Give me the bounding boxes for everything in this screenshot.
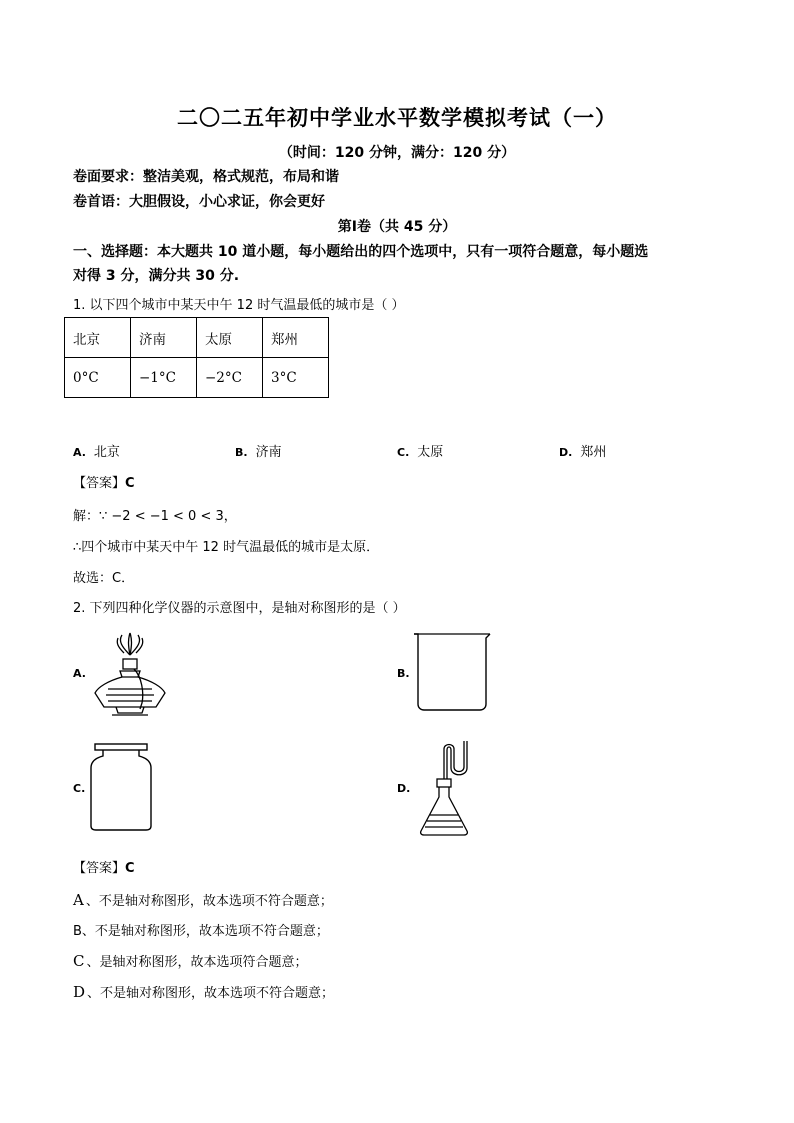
temperature-table [64, 317, 329, 398]
table-row [65, 318, 329, 358]
q1-option-b[interactable] [235, 441, 282, 460]
explanation-letter: C [73, 952, 85, 970]
q1-option-d[interactable] [559, 441, 606, 460]
option-text: 北京 [93, 445, 120, 460]
exam-title: 二〇二五年初中学业水平数学模拟考试（一） [177, 106, 617, 130]
answer-label: 【答案】 [73, 861, 126, 876]
q2-explanation-c [73, 951, 308, 970]
option-text: 济南 [255, 445, 282, 460]
q1-solution-line1: 解：∵ −2 < −1 < 0 < 3， [73, 509, 237, 524]
q1-option-c[interactable] [397, 441, 443, 460]
table-cell-city: 太原 [197, 318, 263, 358]
q2-label-a[interactable] [73, 666, 94, 681]
option-letter: A. [73, 667, 86, 680]
table-cell-temp: −1°C [131, 358, 197, 398]
table-cell-city: 济南 [131, 318, 197, 358]
explanation-text: 、是轴对称图形，故本选项符合题意； [86, 955, 308, 970]
q2-label-d[interactable] [397, 781, 418, 796]
q2-answer [73, 857, 135, 876]
table-cell-temp: 3°C [263, 358, 329, 398]
answer-label: 【答案】 [73, 476, 126, 491]
explanation-text: 、不是轴对称图形，故本选项不符合题意； [85, 894, 333, 909]
q1-option-a[interactable] [73, 441, 120, 460]
exam-subtitle: （时间：120 分钟，满分：120 分） [278, 145, 516, 161]
reagent-bottle-figure[interactable] [89, 742, 153, 832]
paper-requirement: 卷面要求：整洁美观，格式规范，布局和谐 [73, 169, 339, 185]
option-letter: C. [73, 782, 86, 795]
table-cell-city: 北京 [65, 318, 131, 358]
q1-solution-line3: 故选：C． [73, 571, 135, 586]
beaker-figure[interactable] [412, 632, 492, 712]
q2-explanation-b [73, 920, 329, 939]
option-letter: B. [235, 446, 248, 459]
q2-explanation-a [73, 890, 333, 909]
table-row [65, 358, 329, 398]
part1-instructions-line1: 一、选择题：本大题共 10 道小题，每小题给出的四个选项中，只有一项符合题意，每小题选 [73, 244, 649, 260]
table-cell-temp: 0°C [65, 358, 131, 398]
explanation-text: 、不是轴对称图形，故本选项不符合题意； [87, 986, 335, 1001]
explanation-letter: A [73, 891, 84, 909]
option-letter: D. [397, 782, 411, 795]
q1-stem: 1. 以下四个城市中某天中午 12 时气温最低的城市是（ ） [73, 298, 405, 313]
option-letter: B. [397, 667, 410, 680]
answer-value: C [125, 861, 135, 876]
option-letter: C. [397, 446, 410, 459]
explanation-letter: D [73, 983, 86, 1001]
q2-explanation-d [73, 982, 334, 1001]
q1-solution-line2: ∴四个城市中某天中午 12 时气温最低的城市是太原． [73, 540, 380, 555]
alcohol-lamp-figure[interactable] [92, 633, 168, 717]
paper-motto: 卷首语：大胆假设，小心求证，你会更好 [73, 194, 325, 210]
explanation-text: 、不是轴对称图形，故本选项不符合题意； [81, 924, 329, 939]
explanation-letter: B [73, 924, 82, 939]
part1-instructions-line2: 对得 3 分，满分共 30 分. [73, 268, 240, 284]
table-cell-city: 郑州 [263, 318, 329, 358]
table-cell-temp: −2°C [197, 358, 263, 398]
option-text: 太原 [417, 445, 444, 460]
q1-answer [73, 472, 135, 491]
answer-value: C [125, 476, 135, 491]
option-letter: D. [559, 446, 573, 459]
section-heading: 第Ⅰ卷（共 45 分） [337, 219, 457, 235]
q2-stem: 2. 下列四种化学仪器的示意图中，是轴对称图形的是（ ） [73, 601, 406, 616]
conical-flask-figure[interactable] [418, 737, 482, 837]
option-text: 郑州 [580, 445, 607, 460]
option-letter: A. [73, 446, 86, 459]
